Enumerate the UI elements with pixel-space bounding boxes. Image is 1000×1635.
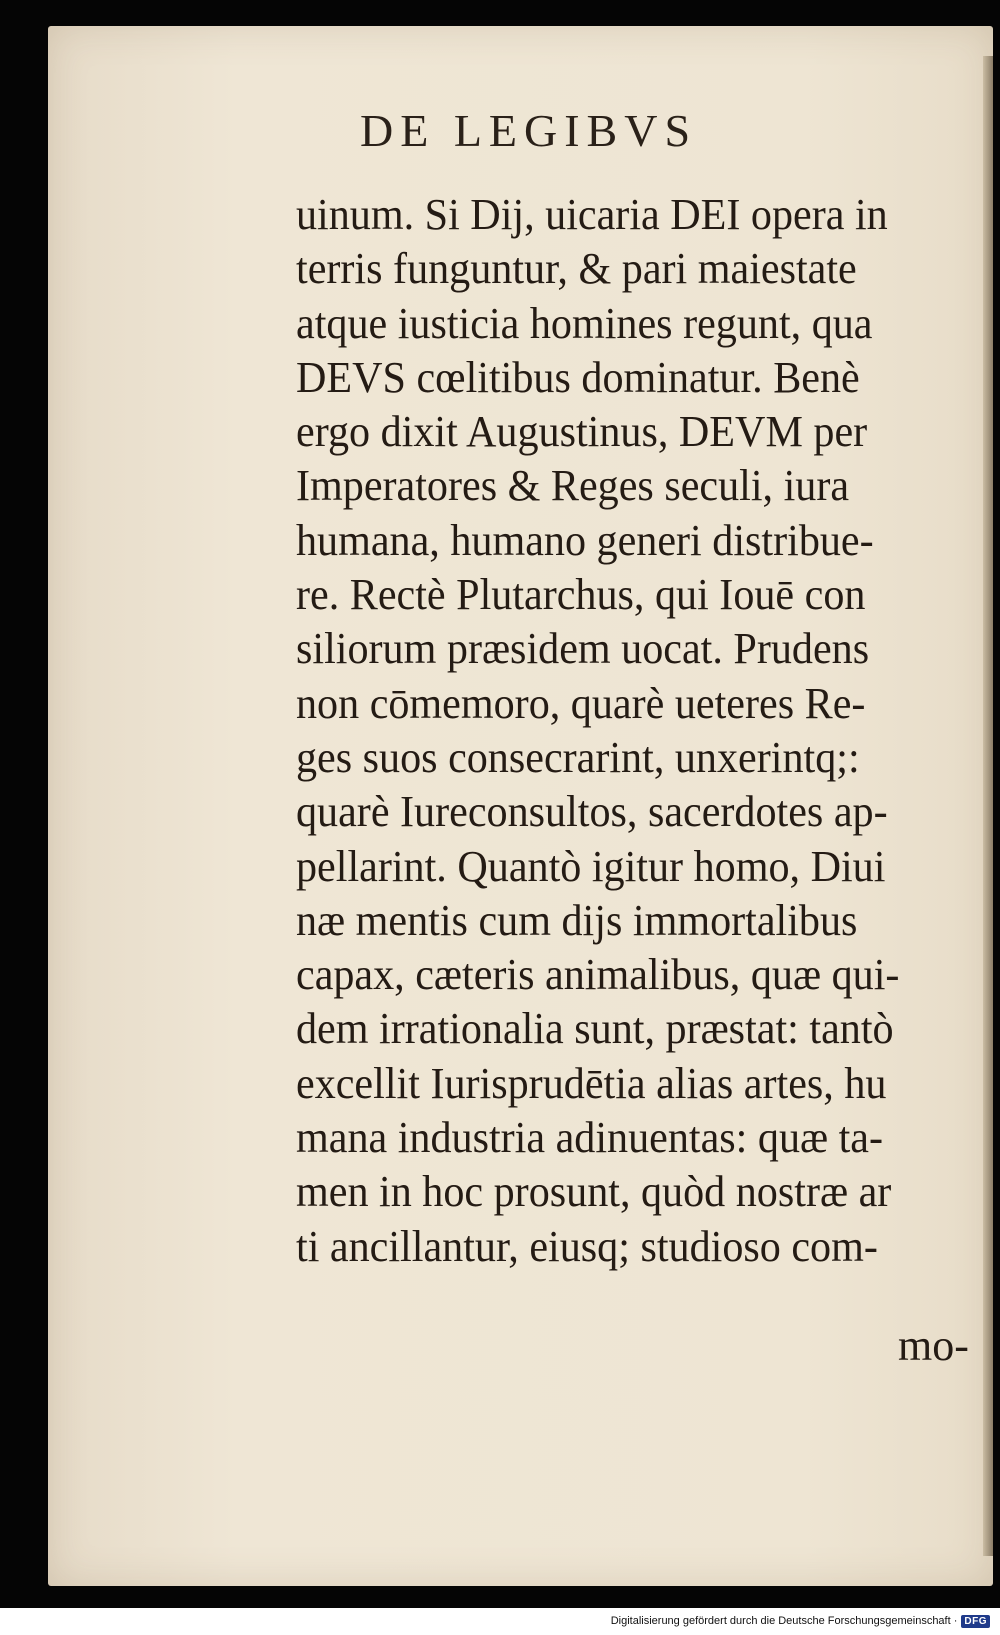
text-line: næ mentis cum dijs immortalibus: [296, 895, 858, 945]
text-line: pellarint. Quantò igitur homo, Diui: [296, 841, 886, 891]
dfg-logo-icon: DFG: [961, 1615, 990, 1628]
running-header: DE LEGIBVS: [360, 105, 698, 156]
text-line: re. Rectè Plutarchus, qui Iouē con: [296, 570, 866, 620]
text-line: quarè Iureconsultos, sacerdotes ap-: [296, 787, 888, 837]
text-line: ergo dixit Augustinus, DEVM per: [296, 407, 868, 457]
text-line: excellit Iurisprudētia alias artes, hu: [296, 1058, 887, 1108]
text-line: terris funguntur, & pari maiestate: [296, 244, 857, 294]
text-line: mana industria adinuentas: quæ ta-: [296, 1113, 884, 1163]
text-line: non cōmemoro, quarè ueteres Re-: [296, 678, 866, 728]
text-line: uinum. Si Dij, uicaria DEI opera in: [296, 190, 888, 239]
text-line: men in hoc prosunt, quòd nostræ ar: [296, 1167, 892, 1217]
text-line: capax, cæteris animalibus, quæ qui-: [296, 950, 900, 1000]
footer-credit: [611, 1611, 990, 1631]
text-line: atque iusticia homines regunt, qua: [296, 298, 873, 348]
catchword: mo-: [898, 1321, 969, 1370]
text-line: Imperatores & Reges seculi, iura: [296, 461, 850, 511]
text-line: humana, humano generi distribue-: [296, 515, 874, 565]
text-body: [296, 188, 986, 1274]
text-line: dem irrationalia sunt, præstat: tantò: [296, 1004, 894, 1054]
text-line: ti ancillantur, eiusq; studioso com-: [296, 1221, 878, 1271]
text-line: siliorum præsidem uocat. Prudens: [296, 624, 870, 674]
text-line: ges suos consecrarint, unxerintq;:: [296, 732, 860, 782]
text-line: DEVS cœlitibus dominatur. Benè: [296, 352, 860, 402]
footer-text: Digitalisierung gefördert durch die Deutsche Forschungsgemeinschaft ·: [610, 1615, 958, 1627]
